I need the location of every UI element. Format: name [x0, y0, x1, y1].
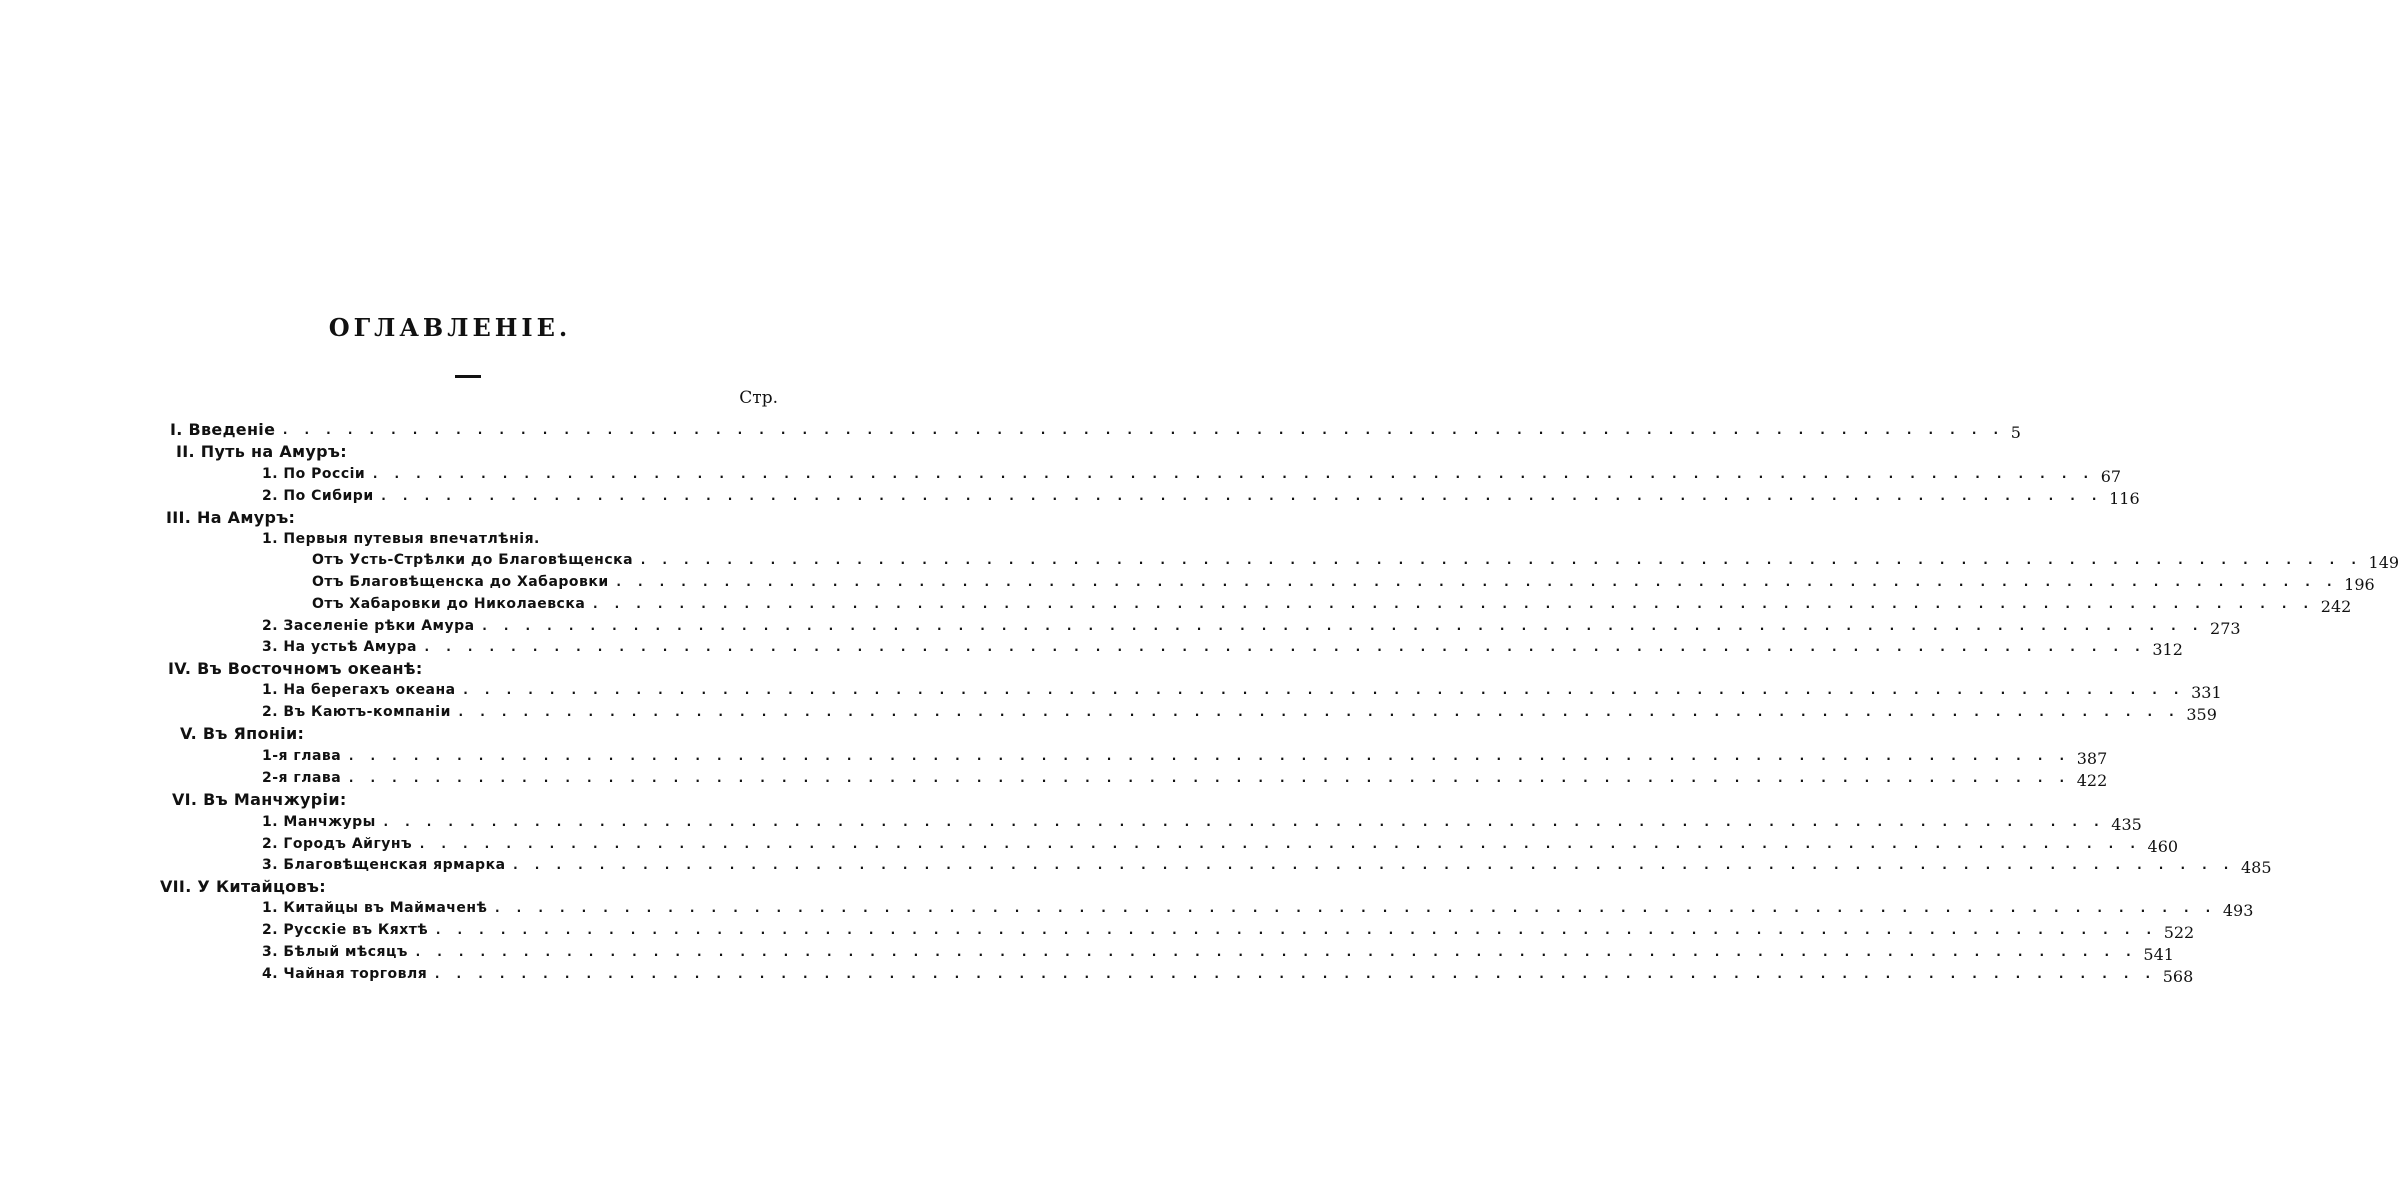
page-number: 312 — [2152, 640, 2183, 659]
page-number: 435 — [2111, 815, 2142, 834]
page-number: 485 — [2240, 858, 2272, 877]
chapter-title: II. Путь на Амуръ: — [176, 442, 347, 461]
page-number: 5 — [2010, 423, 2021, 442]
toc-entry — [0, 940, 2174, 964]
toc-entry — [0, 527, 900, 549]
section-title: Отъ Хабаровки до Николаевска — [312, 596, 586, 612]
page-number: 359 — [2186, 705, 2217, 724]
section-title: Отъ Усть-Стрѣлки до Благовѣщенска — [312, 552, 634, 568]
dot-leader: . . . . . . . . . . . . . . . . . . . . . . . . . . . . . . . . . . . . . . . . . . . . . . . . . . . . . . . . . . . . . . . . . . . . . . . . . . . . . . . . — [493, 901, 2215, 916]
dot-leader: . . . . . . . . . . . . . . . . . . . . . . . . . . . . . . . . . . . . . . . . . . . . . . . . . . . . . . . . . . . . . . . . . . . . . . . . . . . . . . . . — [381, 815, 2104, 830]
section-title: 2-я глава — [262, 770, 342, 786]
page-number: 242 — [2320, 597, 2352, 616]
page-number: 522 — [2163, 923, 2195, 942]
page-number: 568 — [2162, 967, 2194, 986]
section-title: 1. По Россiи — [262, 466, 366, 482]
dot-leader: . . . . . . . . . . . . . . . . . . . . . . . . . . . . . . . . . . . . . . . . . . . . . . . . . . . . . . . . . . . . . . . . . . . . . . . . . . . . . . . . — [413, 945, 2136, 960]
page-number: 67 — [2100, 467, 2122, 486]
dot-leader: . . . . . . . . . . . . . . . . . . . . . . . . . . . . . . . . . . . . . . . . . . . . . . . . . . . . . . . . . . . . . . . . . . . . . . . . . . . . . . . . — [639, 553, 2361, 568]
toc-entry — [0, 418, 2021, 442]
page-number: 116 — [2109, 489, 2140, 508]
dot-leader: . . . . . . . . . . . . . . . . . . . . . . . . . . . . . . . . . . . . . . . . . . . . . . . . . . . . . . . . . . . . . . . . . . . . . . . . . . . . . . . . — [434, 923, 2156, 938]
dot-leader: . . . . . . . . . . . . . . . . . . . . . . . . . . . . . . . . . . . . . . . . . . . . . . . . . . . . . . . . . . . . . . . . . . . . . . . . . . . . . . . . — [511, 858, 2233, 873]
dot-leader: . . . . . . . . . . . . . . . . . . . . . . . . . . . . . . . . . . . . . . . . . . . . . . . . . . . . . . . . . . . . . . . . . . . . . . . . . . . . . . . . — [433, 967, 2155, 982]
dot-leader: . . . . . . . . . . . . . . . . . . . . . . . . . . . . . . . . . . . . . . . . . . . . . . . . . . . . . . . . . . . . . . . . . . . . . . . . . . . . . . . . — [614, 575, 2337, 590]
section-title: 4. Чайная торговля — [262, 966, 428, 982]
section-title: 1. Манчжуры — [262, 814, 376, 830]
toc-entry — [0, 832, 2179, 856]
page-number: 422 — [2076, 771, 2108, 790]
chapter-title: IV. Въ Восточномъ океанѣ: — [168, 659, 423, 678]
toc-entry — [0, 506, 900, 528]
chapter-title: VII. У Китайцовъ: — [160, 877, 326, 896]
toc-entry — [0, 614, 2241, 638]
dot-leader: . . . . . . . . . . . . . . . . . . . . . . . . . . . . . . . . . . . . . . . . . . . . . . . . . . . . . . . . . . . . . . . . . . . . . . . . . . . . . . . . — [281, 423, 2003, 438]
toc-entry — [0, 810, 2142, 834]
page-number: 149 — [2368, 553, 2399, 572]
section-title: 2. Русскiе въ Кяхтѣ — [262, 922, 429, 938]
dot-leader: . . . . . . . . . . . . . . . . . . . . . . . . . . . . . . . . . . . . . . . . . . . . . . . . . . . . . . . . . . . . . . . . . . . . . . . . . . . . . . . . — [480, 619, 2203, 634]
page-number: 460 — [2147, 837, 2179, 856]
section-title: 3. Бѣлый мѣсяцъ — [262, 944, 408, 960]
section-title: Отъ Благовѣщенска до Хабаровки — [312, 574, 609, 590]
toc-entry — [0, 766, 2108, 790]
toc-entry — [0, 722, 900, 744]
section-title: 1. Первыя путевыя впечатлѣнiя. — [262, 531, 540, 547]
page-number: 196 — [2344, 575, 2375, 594]
dot-leader: . . . . . . . . . . . . . . . . . . . . . . . . . . . . . . . . . . . . . . . . . . . . . . . . . . . . . . . . . . . . . . . . . . . . . . . . . . . . . . . . — [591, 597, 2313, 612]
page-number: 273 — [2210, 619, 2241, 638]
page-number: 331 — [2191, 683, 2222, 702]
section-title: 1. Китайцы въ Маймаченѣ — [262, 900, 488, 916]
section-title: 1. На берегахъ океана — [262, 682, 456, 698]
page-number: 387 — [2076, 749, 2108, 768]
page-number: 541 — [2143, 945, 2174, 964]
dot-leader: . . . . . . . . . . . . . . . . . . . . . . . . . . . . . . . . . . . . . . . . . . . . . . . . . . . . . . . . . . . . . . . . . . . . . . . . . . . . . . . . — [461, 683, 2184, 698]
toc-entry — [0, 657, 900, 679]
toc-entry — [0, 896, 2254, 920]
chapter-title: V. Въ Японiи: — [180, 724, 305, 743]
chapter-title: I. Введенiе — [170, 420, 276, 439]
toc-entry — [0, 788, 900, 810]
section-title: 2. Заселенiе рѣки Амура — [262, 618, 475, 634]
section-title: 1-я глава — [262, 748, 342, 764]
toc-entry — [0, 853, 2272, 877]
page-number: 493 — [2222, 901, 2254, 920]
dot-leader: . . . . . . . . . . . . . . . . . . . . . . . . . . . . . . . . . . . . . . . . . . . . . . . . . . . . . . . . . . . . . . . . . . . . . . . . . . . . . . . . — [379, 489, 2102, 504]
toc-entry — [0, 462, 2122, 486]
toc-entry — [0, 440, 900, 462]
dot-leader: . . . . . . . . . . . . . . . . . . . . . . . . . . . . . . . . . . . . . . . . . . . . . . . . . . . . . . . . . . . . . . . . . . . . . . . . . . . . . . . . — [418, 837, 2140, 852]
toc-entry — [0, 484, 2140, 508]
dot-leader: . . . . . . . . . . . . . . . . . . . . . . . . . . . . . . . . . . . . . . . . . . . . . . . . . . . . . . . . . . . . . . . . . . . . . . . . . . . . . . . . — [347, 749, 2069, 764]
section-title: 3. Благовѣщенская ярмарка — [262, 857, 506, 873]
toc-entry — [0, 678, 2222, 702]
section-title: 3. На устьѣ Амура — [262, 639, 417, 655]
page-title: ОГЛАВЛЕНIЕ. — [328, 313, 572, 342]
toc-entry — [0, 744, 2108, 768]
toc-entry — [0, 592, 2352, 616]
section-title: 2. Городъ Айгунъ — [262, 836, 413, 852]
toc-entry — [0, 962, 2194, 986]
page-column-label: Стр. — [739, 388, 778, 408]
dot-leader: . . . . . . . . . . . . . . . . . . . . . . . . . . . . . . . . . . . . . . . . . . . . . . . . . . . . . . . . . . . . . . . . . . . . . . . . . . . . . . . . — [371, 467, 2093, 482]
toc-entry — [0, 700, 2217, 724]
toc-entry — [0, 875, 900, 897]
chapter-title: III. На Амуръ: — [166, 508, 296, 527]
section-title: 2. Въ Каютъ-компанiи — [262, 704, 451, 720]
chapter-title: VI. Въ Манчжурiи: — [172, 790, 347, 809]
section-title: 2. По Сибири — [262, 488, 374, 504]
toc-entry — [0, 918, 2195, 942]
toc-entry — [0, 635, 2183, 659]
toc-entry — [0, 570, 2375, 594]
dot-leader: . . . . . . . . . . . . . . . . . . . . . . . . . . . . . . . . . . . . . . . . . . . . . . . . . . . . . . . . . . . . . . . . . . . . . . . . . . . . . . . . — [456, 705, 2179, 720]
dot-leader: . . . . . . . . . . . . . . . . . . . . . . . . . . . . . . . . . . . . . . . . . . . . . . . . . . . . . . . . . . . . . . . . . . . . . . . . . . . . . . . . — [422, 640, 2145, 655]
toc-entry — [0, 548, 2399, 572]
dot-leader: . . . . . . . . . . . . . . . . . . . . . . . . . . . . . . . . . . . . . . . . . . . . . . . . . . . . . . . . . . . . . . . . . . . . . . . . . . . . . . . . — [347, 771, 2069, 786]
